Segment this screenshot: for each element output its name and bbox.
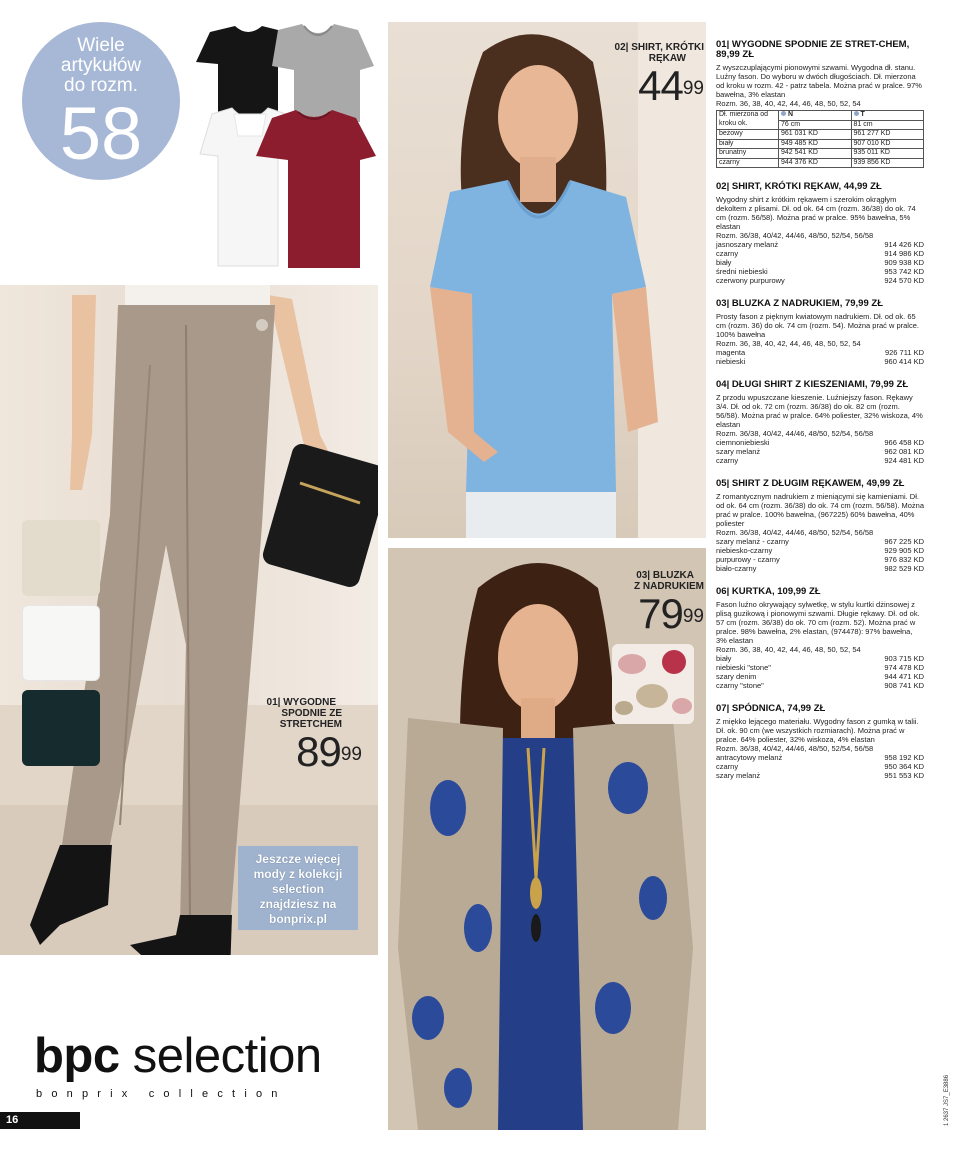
price-tag-label: RĘKAW [648, 53, 686, 64]
color-row: szary melanż 951 553 KD [716, 771, 924, 780]
price-tag-label: Z NADRUKIEM [634, 581, 704, 592]
color-row: jasnoszary melanż 914 426 KD [716, 240, 924, 249]
price [560, 64, 704, 108]
promo-box [238, 846, 358, 930]
product-06 [716, 587, 924, 690]
color-row: antracytowy melanż 958 192 KD [716, 753, 924, 762]
product-01 [716, 40, 924, 168]
dot-icon [781, 111, 786, 116]
badge-line-1: Wiele [77, 35, 125, 56]
price-tag-label: SPODNIE ZE [281, 708, 342, 719]
price-cents: 99 [682, 78, 704, 99]
color-row: biało-czarny 982 529 KD [716, 564, 924, 573]
page-number: 16 [0, 1112, 80, 1129]
product-sizes: Rozm. 36/38, 40/42, 44/46, 48/50, 52/54, 56/58 [716, 744, 874, 753]
swatch-white [22, 605, 100, 681]
price-cents: 99 [340, 744, 362, 765]
badge-line-2: artykułów [60, 55, 142, 76]
badge-number: 58 [59, 92, 143, 175]
product-sizes: Rozm. 36, 38, 40, 42, 44, 46, 48, 50, 52, 54 [716, 99, 861, 108]
color-row: czarny 924 481 KD [716, 456, 924, 465]
table-header: 76 cm [779, 120, 852, 130]
brand-logo-subtitle: bonprix collection [36, 1088, 287, 1100]
swatch-dark-teal [22, 690, 100, 766]
brand-logo [34, 1030, 322, 1082]
product-description: Z miękko lejącego materiału. Wygodny fason z gumką w talii. Dł. ok. 90 cm (we wszystkich rozmiarach). Można prać w pralce. 64% poliester, 32% wiskoza, 4% elastan [716, 717, 919, 744]
color-row: niebiesko-czarny 929 905 KD [716, 546, 924, 555]
catalog-code: 1 2637 JS7_E3886 [944, 1074, 950, 1126]
product-description: Fason luźno okrywający sylwetkę, w stylu kurtki dżinsowej z plisą guzikową i pionowymi szwami. Długie rękawy. Dł. od ok. 57 cm (rozm. 36/38) do ok. 70 cm (rozm. 52). Można prać w pralce. 98% bawełna, 2% elastan, (974478): 97% bawełna, 3% elastan [716, 600, 920, 645]
product-title: 06| KURTKA, 109,99 ZŁ [716, 586, 821, 597]
color-row: biały 903 715 KD [716, 654, 924, 663]
price-main: 44 [638, 62, 683, 109]
product-title: 05| SHIRT Z DŁUGIM RĘKAWEM, 49,99 ZŁ [716, 478, 905, 489]
product-description: Z przodu wpuszczane kieszenie. Luźniejszy fason. Rękawy 3/4. Dł. od ok. 72 cm (rozm. 36/38) do ok. 82 cm (rozm. 56/58). Można prać w pralce. 64% poliester, 32% wiskoza, 4% elastan [716, 393, 923, 429]
promo-line: selection [271, 882, 325, 896]
product-07 [716, 704, 924, 780]
table-row: biały 949 485 KD 907 010 KD [717, 139, 924, 149]
price [220, 730, 362, 774]
color-row: czarny 950 364 KD [716, 762, 924, 771]
logo-rest: selection [119, 1029, 322, 1083]
table-row: czarny 944 376 KD 939 856 KD [717, 158, 924, 168]
price-main: 89 [296, 728, 341, 775]
color-row: czerwony purpurowy 924 570 KD [716, 276, 924, 285]
size-badge [22, 22, 180, 180]
table-header: T [851, 111, 924, 121]
length-table [716, 110, 924, 168]
product-descriptions [716, 40, 924, 794]
color-row: niebieski 960 414 KD [716, 357, 924, 366]
product-title: 03| BLUZKA Z NADRUKIEM, 79,99 ZŁ [716, 298, 883, 309]
product-03 [716, 299, 924, 366]
product-sizes: Rozm. 36/38, 40/42, 44/46, 48/50, 52/54, 56/58 [716, 429, 874, 438]
product-02 [716, 182, 924, 285]
color-row: szary melanż 962 081 KD [716, 447, 924, 456]
price-tag-label: STRETCHEM [279, 719, 342, 730]
product-title: 02| SHIRT, KRÓTKI RĘKAW, 44,99 ZŁ [716, 181, 882, 192]
price-main: 79 [638, 590, 683, 637]
product-description: Prosty fason z pięknym kwiatowym nadrukiem. Dł. od ok. 65 cm (rozm. 36) do ok. 74 cm (rozm. 54). Można prać w pralce. 100% bawełna [716, 312, 919, 339]
logo-bold: bpc [34, 1029, 120, 1083]
price-tag-pants [220, 697, 362, 774]
product-description: Z wyszczuplającymi pionowymi szwami. Wygodna dł. stanu. Luźny fason. Do wyboru w dwóch długościach. Dł. mierzona od kroku w rozm. 42 - patrz tabela. Można prać w pralce. 97% bawełna, 3% elastan [716, 63, 922, 99]
product-title: 01| WYGODNE SPODNIE ZE STRET-CHEM, 89,99 ZŁ [716, 39, 910, 60]
tshirts-photo [190, 22, 386, 277]
product-04 [716, 380, 924, 465]
color-row: czarny "stone" 908 741 KD [716, 681, 924, 690]
promo-line: mody z kolekcji [253, 867, 343, 881]
color-row: purpurowy - czarny 976 832 KD [716, 555, 924, 564]
badge-line-3: do rozm. [64, 75, 138, 96]
table-header: Dł. mierzona od kroku ok. [717, 111, 779, 130]
product-05 [716, 479, 924, 573]
price-tag-label: 02| SHIRT, KRÓTKI [614, 42, 704, 53]
color-row: szary melanż - czarny 967 225 KD [716, 537, 924, 546]
product-sizes: Rozm. 36, 38, 40, 42, 44, 46, 48, 50, 52, 54 [716, 645, 861, 654]
product-description: Z romantycznym nadrukiem z mieniącymi się kamieniami. Dł. od ok. 64 cm (rozm. 36/38) do ok. 74 cm (rozm. 56/58). Można prać w pralce. 100% bawełna, (967225) 60% bawełna, 40% poliester [716, 492, 925, 528]
table-row: beżowy 961 031 KD 961 277 KD [717, 130, 924, 140]
color-row: średni niebieski 953 742 KD [716, 267, 924, 276]
color-row: niebieski "stone" 974 478 KD [716, 663, 924, 672]
color-row: czarny 914 986 KD [716, 249, 924, 258]
blouse-fabric-swatch [612, 644, 694, 724]
swatch-beige [22, 520, 100, 596]
price-tag-shirt-short [560, 42, 704, 108]
floral-print-illustration [612, 644, 694, 724]
product-title: 04| DŁUGI SHIRT Z KIESZENIAMI, 79,99 ZŁ [716, 379, 909, 390]
color-row: magenta 926 711 KD [716, 348, 924, 357]
dot-icon [854, 111, 859, 116]
color-row: szary denim 944 471 KD [716, 672, 924, 681]
price-cents: 99 [682, 606, 704, 627]
color-row: ciemnoniebieski 966 458 KD [716, 438, 924, 447]
promo-link[interactable]: bonprix.pl [269, 912, 327, 926]
table-header: 81 cm [851, 120, 924, 130]
color-row: biały 909 938 KD [716, 258, 924, 267]
product-sizes: Rozm. 36/38, 40/42, 44/46, 48/50, 52/54, 56/58 [716, 528, 874, 537]
product-title: 07| SPÓDNICA, 74,99 ZŁ [716, 703, 826, 714]
price-tag-blouse [560, 570, 704, 636]
table-header: N [779, 111, 852, 121]
product-sizes: Rozm. 36/38, 40/42, 44/46, 48/50, 52/54, 56/58 [716, 231, 874, 240]
price-tag-label: 03| BLUZKA [636, 570, 694, 581]
product-description: Wygodny shirt z krótkim rękawem i szerokim okrągłym dekoltem z plisami. Dł. od ok. 64 cm (rozm. 36/38) do ok. 74 cm (rozm. 56/58). Można prać w pralce. 95% bawełna, 5% elastan [716, 195, 916, 231]
price [560, 592, 704, 636]
table-row: brunatny 942 541 KD 935 011 KD [717, 149, 924, 159]
tshirts-illustration [190, 22, 386, 277]
product-sizes: Rozm. 36, 38, 40, 42, 44, 46, 48, 50, 52, 54 [716, 339, 861, 348]
price-tag-label: 01| WYGODNE [266, 697, 336, 708]
promo-line: Jeszcze więcej [255, 852, 341, 866]
promo-line: znajdziesz na [259, 897, 337, 911]
